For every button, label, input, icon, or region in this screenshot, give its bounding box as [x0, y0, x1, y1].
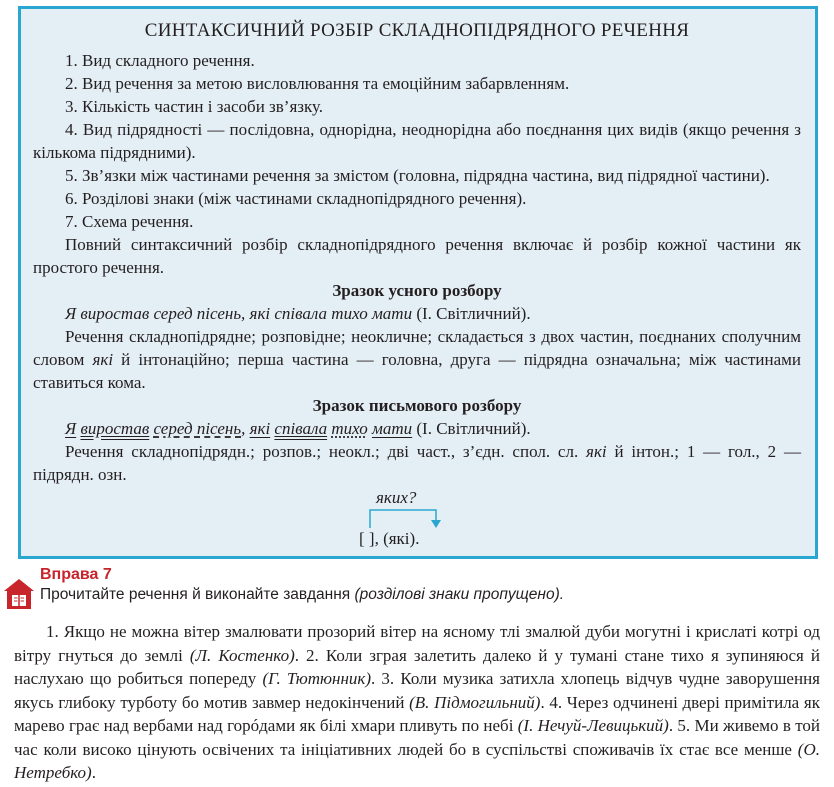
- predicate-word: виростав: [80, 419, 150, 438]
- item-6: 6. Розділові знаки (між частинами складнопідрядного речення).: [65, 189, 527, 208]
- oral-example-text: Я виростав серед пісень, які співала тихо мати: [65, 304, 413, 323]
- exercise-task-text: Прочитайте речення й виконайте завдання: [40, 586, 351, 603]
- item-4: 4. Вид підрядності — послідовна, однорідна, неоднорідна або поєднання цих видів (якщо речення з кількома підрядними).: [33, 120, 801, 162]
- subject-word-2: мати: [371, 419, 413, 438]
- author-3: (В. Підмогильний): [409, 692, 541, 712]
- item-2: 2. Вид речення за метою висловлювання та емоційним забарвленням.: [65, 74, 570, 93]
- item-7: 7. Схема речення.: [65, 212, 194, 231]
- oral-analysis-text: Речення складнопідрядне; розповідне; неокличне; складається з двох частин, поєднаних сполучним словом: [33, 327, 801, 369]
- sentence-1: 1. Якщо не можна вітер змалювати прозорий вітер на ясному тлі змалюй дуби могутні і крислаті котрі од вітру гнуться до землі: [14, 622, 820, 665]
- author-1: (Л. Костенко): [189, 645, 295, 665]
- written-analysis-end: й інтон.; 1 — гол., 2 — підрядн. озн.: [33, 442, 801, 484]
- full-analysis-note: Повний синтаксичний розбір складнопідрядного речення включає й розбір кожної частини як простого речення.: [33, 235, 801, 277]
- schema-question: яких?: [376, 488, 417, 507]
- written-example-author: (І. Світличний).: [412, 419, 531, 438]
- item-5: 5. Зв’язки між частинами речення за змістом (головна, підрядна частина, вид підрядної частини).: [65, 166, 770, 185]
- oral-example-author: (І. Світличний).: [412, 304, 531, 323]
- written-example: Я виростав серед пісень, які співала тихо мати (І. Світличний).: [65, 419, 531, 438]
- written-heading: Зразок письмового розбору: [312, 396, 522, 415]
- exercise-sentences: [14, 620, 820, 785]
- author-2: (Г. Тютюнник): [262, 669, 371, 688]
- sentence-4: . 4. Через одчинені двері примітила як марево грає над вербами над горóдами як білі хмари пливуть по небі: [14, 692, 820, 735]
- item-3: 3. Кількість частин і засоби зв’язку.: [65, 97, 324, 116]
- item-1: 1. Вид складного речення.: [65, 51, 255, 70]
- sentence-2: . 2. Коли зграя залетить далеко й у тумані стане тихо я зупиняюся й наслухаю що робиться попереду: [14, 645, 821, 688]
- oral-analysis-end: й інтонаційно; перша частина — головна, друга — підрядна означальна; між частинами ставиться кома.: [33, 350, 801, 392]
- oral-heading: Зразок усного розбору: [332, 281, 502, 300]
- oral-analysis-word: які: [92, 350, 114, 369]
- exercise-task: [40, 586, 564, 604]
- adverbial-phrase: серед пісень: [153, 419, 242, 438]
- exercise-task-note: (розділові знаки пропущено).: [354, 586, 565, 603]
- author-5: (О. Нетребко): [14, 739, 820, 782]
- book-house-icon: [2, 577, 36, 611]
- written-analysis-text: Речення складнопідрядн.; розпов.; неокл.; дві част., з’єдн. спол. сл.: [65, 442, 587, 461]
- theory-content: [33, 9, 801, 486]
- exercise-title: Вправа 7: [40, 566, 112, 583]
- written-analysis: [33, 440, 801, 486]
- adverb-word: тихо: [331, 419, 368, 438]
- predicate-word-2: співала: [274, 419, 328, 438]
- oral-analysis: [33, 325, 801, 394]
- sentence-5: . 5. Ми живемо в той час коли високо цінують освічених та ініціативних людей бо в суспільстві споживачів їх стає все менше: [14, 716, 821, 759]
- schema-arrow-icon: [366, 506, 456, 530]
- conjunctive-word: які: [249, 419, 271, 438]
- final-period: .: [91, 763, 96, 782]
- sentence-3: . 3. Коли музика затихла хлопець відчув чудне заворушення якусь глибоку турботу бо мотив завмер недокінчений: [14, 669, 820, 712]
- theory-title: СИНТАКСИЧНИЙ РОЗБІР СКЛАДНОПІДРЯДНОГО РЕЧЕННЯ: [144, 20, 690, 41]
- author-4: (І. Нечуй-Левицький): [517, 716, 669, 735]
- sentence-schema: [ ], (які).: [359, 529, 420, 548]
- oral-example: [33, 302, 801, 325]
- theory-box: [18, 6, 818, 559]
- written-analysis-word: які: [586, 442, 607, 461]
- subject-word: Я: [65, 419, 77, 438]
